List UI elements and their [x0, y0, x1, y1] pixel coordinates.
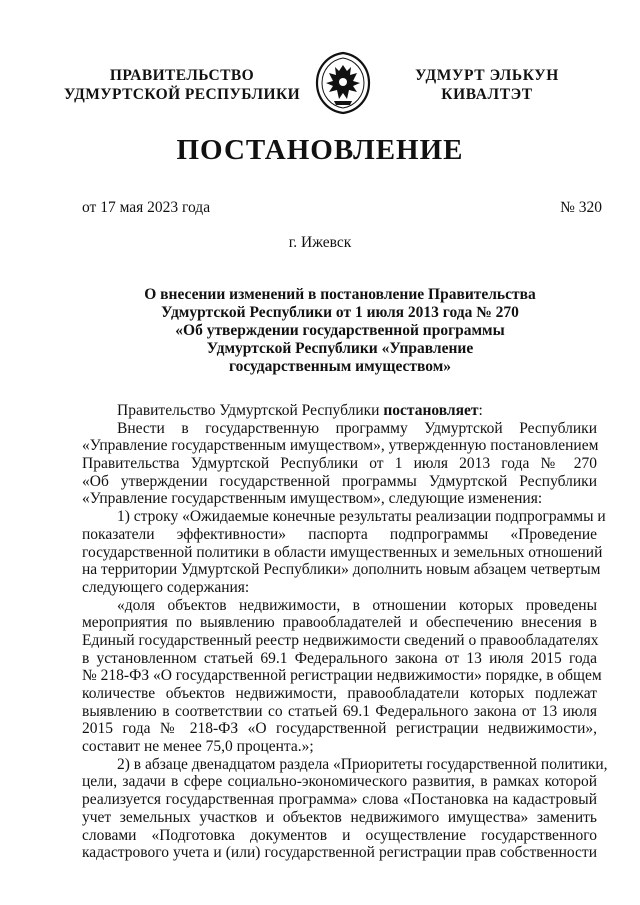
- body-line: показатели эффективности» паспорта подпрограммы «Проведение: [82, 525, 597, 543]
- body-line: государственной политики в области имущественных и земельных отношений: [82, 543, 603, 561]
- document-date: от 17 мая 2023 года: [82, 199, 211, 216]
- body-line: на территории Удмуртской Республики» дополнить новым абзацем четвертым: [82, 561, 601, 579]
- body-line: 2015 года № 218-ФЗ «О государственной регистрации недвижимости»,: [82, 720, 597, 738]
- body-line: цели, задачи в сфере социально-экономического развития, в рамках которой: [82, 773, 597, 791]
- body-line: «доля объектов недвижимости, в отношении которых проведены: [117, 596, 597, 614]
- government-name-line: ПРАВИТЕЛЬСТВО: [109, 67, 255, 84]
- body-line: Внести в государственную программу Удмуртской Республики: [117, 419, 597, 437]
- body-line: 2) в абзаце двенадцатом раздела «Приоритеты государственной политики,: [117, 755, 608, 773]
- udmurt-coat-of-arms-icon: [312, 51, 374, 115]
- body-line: «Управление государственным имуществом», следующие изменения:: [82, 490, 543, 508]
- body-line: учет земельных участков и объектов недвижимого имущества» заменить: [82, 808, 597, 826]
- body-line: «Об утверждении государственной программы Удмуртской Республики: [82, 472, 597, 490]
- paragraph-quote: [82, 596, 602, 756]
- document-city: г. Ижевск: [288, 234, 352, 251]
- paragraph-item-2: [82, 755, 608, 862]
- document-body: [82, 402, 608, 862]
- government-name-line: УДМУРТСКОЙ РЕСПУБЛИКИ: [63, 86, 301, 103]
- body-line: мероприятия по выявлению правообладателей и обеспечению внесения в: [82, 614, 597, 632]
- body-line: Правительства Удмуртской Республики от 1 июля 2013 года № 270: [82, 455, 597, 473]
- paragraph-resolves: [82, 402, 597, 420]
- body-line: выявлению в соответствии со статьей 69.1 Федерального закона от 13 июля: [82, 702, 597, 720]
- body-line: 1) строку «Ожидаемые конечные результаты реализации подпрограммы и: [117, 508, 606, 526]
- body-line: в установленном статьей 69.1 Федерального закона от 13 июля 2015 года: [82, 649, 597, 667]
- body-line: № 218-ФЗ «О государственной регистрации недвижимости» порядке, в общем: [82, 667, 602, 685]
- government-name-udmurt: [402, 66, 572, 104]
- resolves-colon: :: [478, 402, 483, 419]
- body-line: количестве объектов недвижимости, правообладатели которых подлежат: [82, 685, 597, 702]
- title-line: «Об утверждении государственной программы: [175, 322, 505, 339]
- title-line: Удмуртской Республики «Управление: [206, 340, 474, 357]
- government-name-line: КИВАЛТЭТ: [441, 86, 533, 103]
- body-line: составит не менее 75,0 процента.»;: [82, 738, 314, 756]
- government-name-line: УДМУРТ ЭЛЬКУН: [415, 67, 559, 84]
- resolves-keyword: постановляет: [383, 402, 479, 419]
- body-line: Единый государственный реестр недвижимости сведений о правообладателях: [82, 631, 599, 649]
- body-line: следующего содержания:: [82, 578, 250, 596]
- document-title: [120, 286, 560, 376]
- body-line: «Управление государственным имуществом», утвержденную постановлением: [82, 437, 599, 455]
- title-line: О внесении изменений в постановление Правительства: [144, 286, 536, 303]
- paragraph-amend: [82, 420, 597, 508]
- government-name-russian: [62, 66, 302, 104]
- title-line: государственным имуществом»: [228, 358, 452, 375]
- body-line: словами «Подготовка документов и осуществление государственного: [82, 826, 597, 844]
- resolves-text: Правительство Удмуртской Республики: [117, 402, 384, 419]
- document-number: № 320: [560, 199, 602, 216]
- paragraph-item-1: [82, 508, 606, 596]
- document-type-heading: ПОСТАНОВЛЕНИЕ: [176, 134, 464, 166]
- title-line: Удмуртской Республики от 1 июля 2013 года № 270: [161, 304, 519, 321]
- body-line: реализуется государственная программа» слова «Постановка на кадастровый: [82, 791, 597, 809]
- body-line: кадастрового учета и (или) государственной регистрации прав собственности: [82, 844, 597, 862]
